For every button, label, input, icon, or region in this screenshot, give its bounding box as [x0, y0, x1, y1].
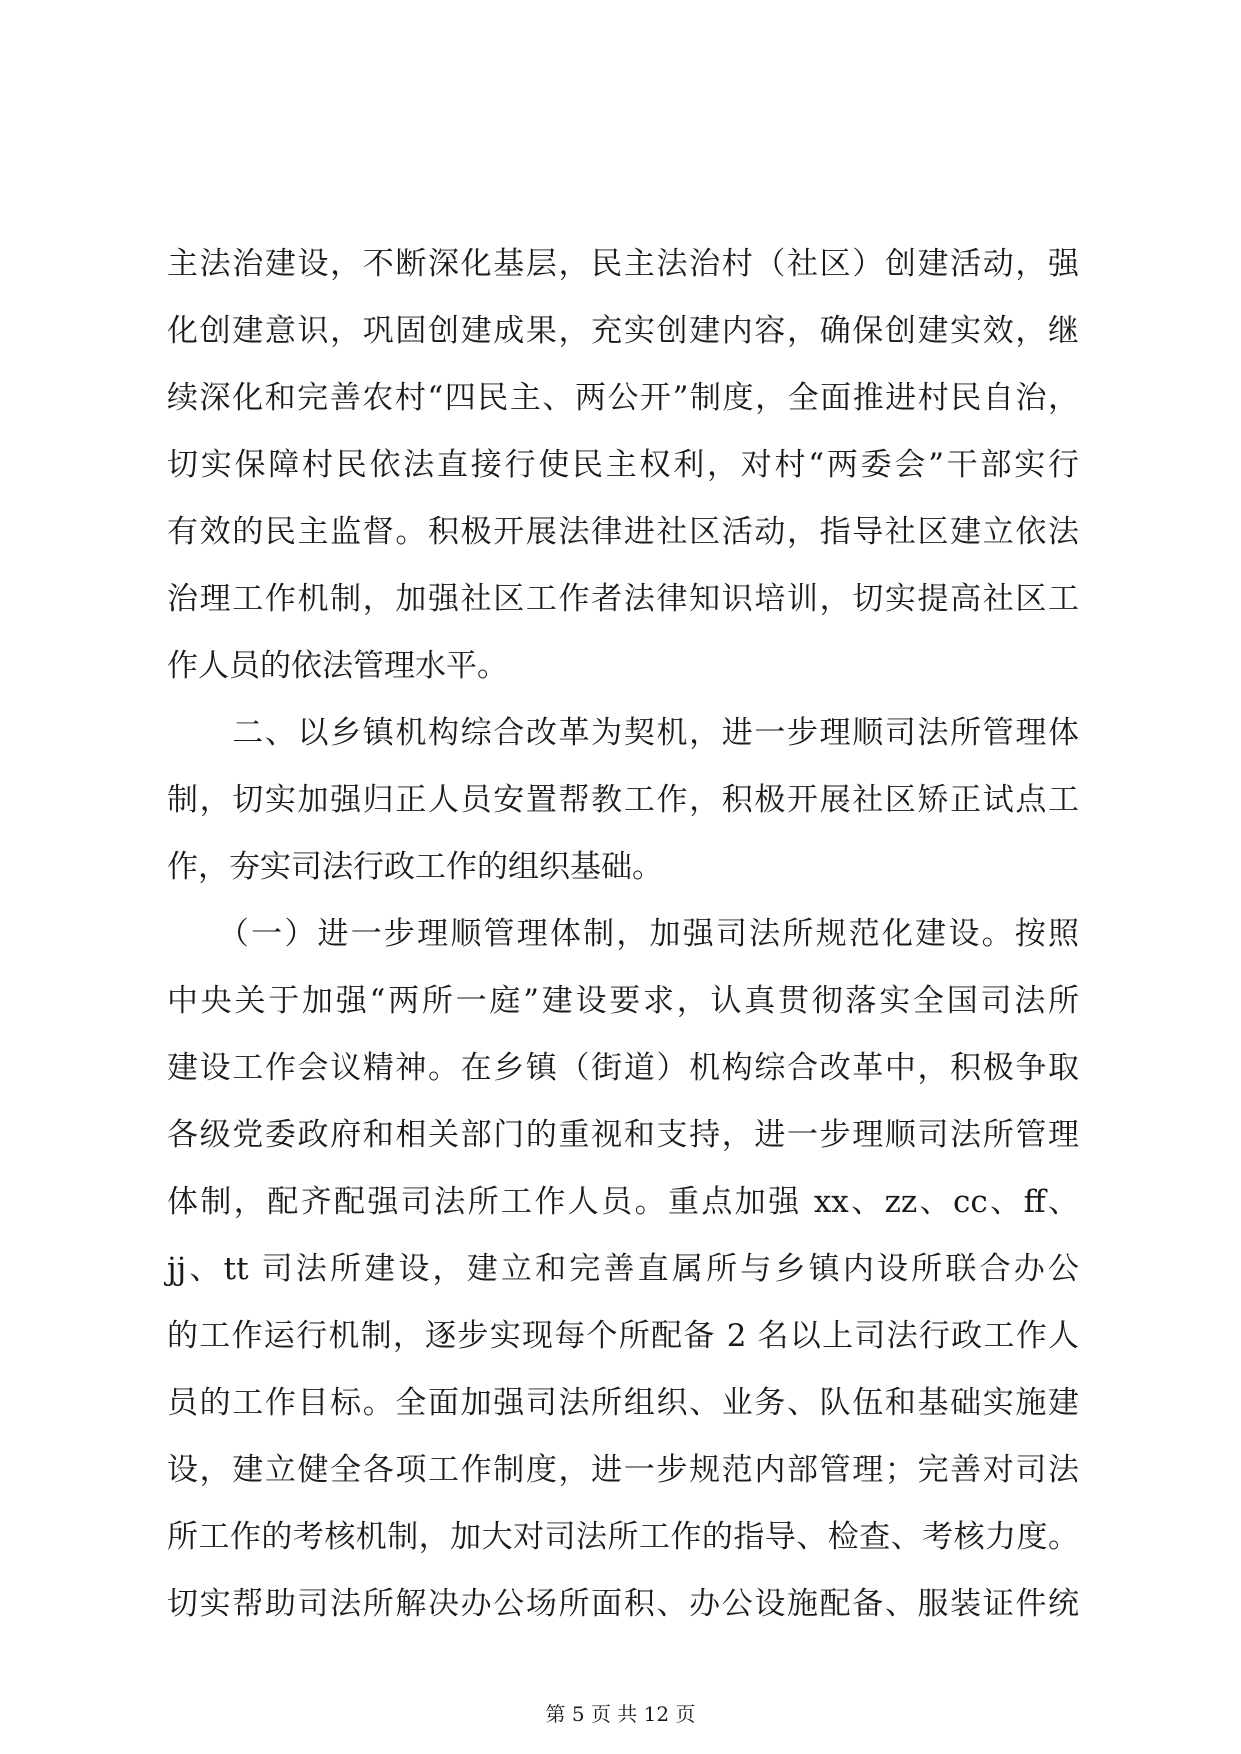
text-line: 各级党委政府和相关部门的重视和支持，进一步理顺司法所管理: [167, 1117, 1079, 1153]
text-line: 治理工作机制，加强社区工作者法律知识培训，切实提高社区工: [167, 581, 1079, 617]
text-line: 切实保障村民依法直接行使民主权利，对村“两委会”干部实行: [167, 447, 1079, 483]
page-number-footer: 第 5 页 共 12 页: [545, 1702, 696, 1726]
text-line: 员的工作目标。全面加强司法所组织、业务、队伍和基础实施建: [167, 1385, 1079, 1421]
text-line: 所工作的考核机制，加大对司法所工作的指导、检查、考核力度。: [167, 1519, 1079, 1555]
text-line: 二、以乡镇机构综合改革为契机，进一步理顺司法所管理体: [167, 715, 1079, 751]
text-line: 制，切实加强归正人员安置帮教工作，积极开展社区矫正试点工: [167, 782, 1079, 818]
text-line: 有效的民主监督。积极开展法律进社区活动，指导社区建立依法: [167, 514, 1079, 550]
text-line: 作，夯实司法行政工作的组织基础。: [167, 849, 663, 885]
text-line: 体制，配齐配强司法所工作人员。重点加强 xx、zz、cc、ff、: [167, 1184, 1079, 1220]
text-line: 作人员的依法管理水平。: [167, 648, 508, 684]
text-line: 的工作运行机制，逐步实现每个所配备 2 名以上司法行政工作人: [167, 1318, 1079, 1354]
text-line: 中央关于加强“两所一庭”建设要求，认真贯彻落实全国司法所: [167, 983, 1079, 1019]
text-line: （一）进一步理顺管理体制，加强司法所规范化建设。按照: [167, 916, 1079, 952]
text-line: 建设工作会议精神。在乡镇（街道）机构综合改革中，积极争取: [167, 1050, 1079, 1086]
text-line: 主法治建设，不断深化基层，民主法治村（社区）创建活动，强: [167, 246, 1079, 282]
text-line: 设，建立健全各项工作制度，进一步规范内部管理；完善对司法: [167, 1452, 1079, 1488]
text-line: jj、tt 司法所建设，建立和完善直属所与乡镇内设所联合办公: [167, 1251, 1079, 1287]
text-line: 续深化和完善农村“四民主、两公开”制度，全面推进村民自治，: [167, 380, 1079, 416]
text-line: 化创建意识，巩固创建成果，充实创建内容，确保创建实效，继: [167, 313, 1079, 349]
text-line: 切实帮助司法所解决办公场所面积、办公设施配备、服装证件统: [167, 1586, 1079, 1622]
body-text: [167, 231, 1079, 1638]
